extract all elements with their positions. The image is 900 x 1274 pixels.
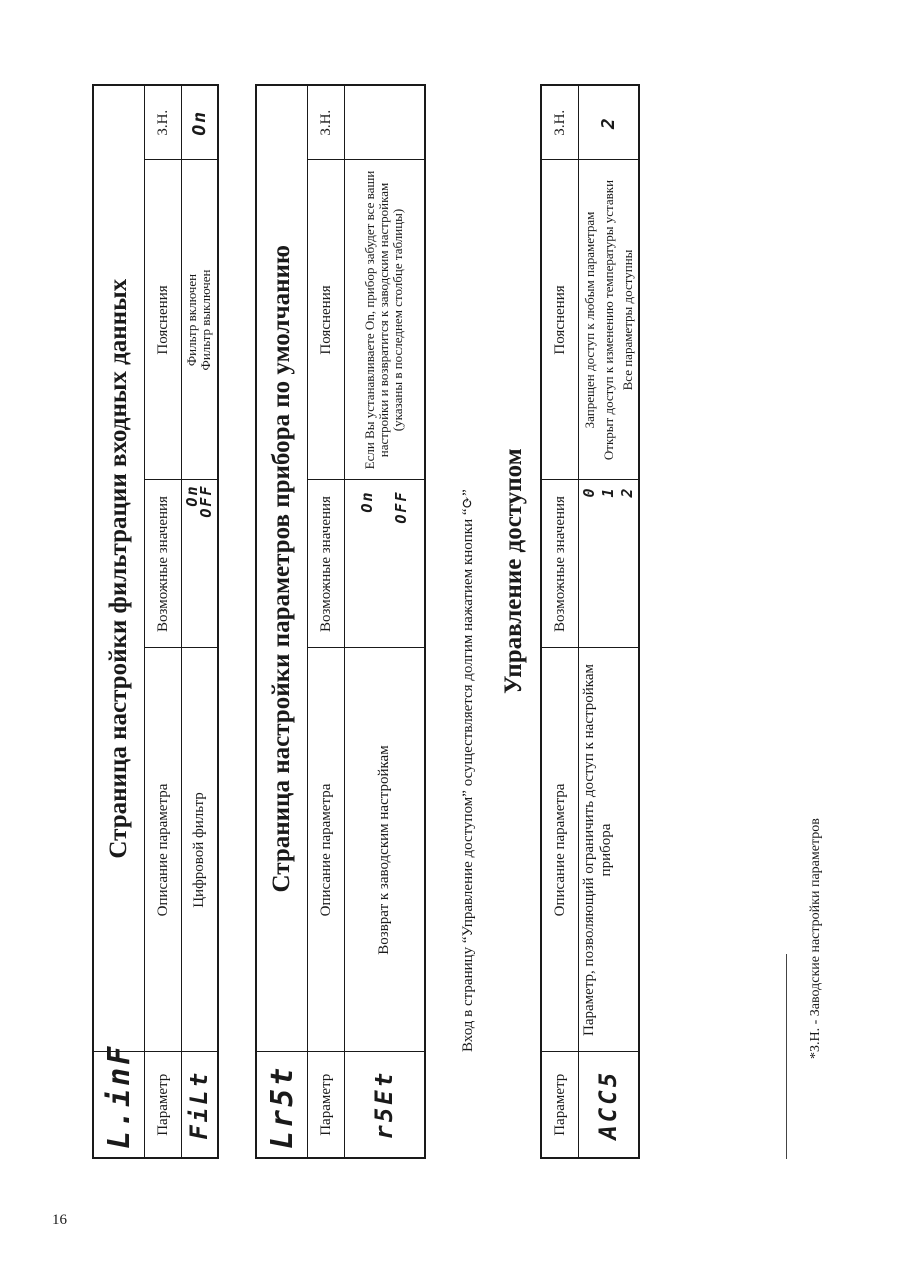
filter-settings-table <box>92 84 219 1159</box>
header-param: Параметр <box>541 1052 579 1158</box>
table-title: Страница настройки параметров прибора по умолчанию <box>256 85 308 1052</box>
page-code: L.inF <box>93 1052 145 1158</box>
header-param: Параметр <box>145 1052 182 1158</box>
table-title: Страница настройки фильтрации входных данных <box>93 85 145 1052</box>
value-off: OFF <box>392 490 411 524</box>
possible-values <box>182 480 218 648</box>
value-2: 2 <box>617 486 636 498</box>
access-control-title: Управление доступом <box>500 448 527 694</box>
factory-value: On <box>182 85 218 160</box>
access-entry-note: Вход в страницу “Управление доступом” осуществляется долгим нажатием кнопки “⟳” <box>460 489 476 1052</box>
param-code: ACC5 <box>579 1052 639 1158</box>
notes <box>182 160 218 480</box>
header-desc: Описание параметра <box>308 648 345 1052</box>
footnote: *З.Н. - Заводские настройки параметров <box>808 818 823 1059</box>
note-2: Все параметры доступны <box>619 249 635 391</box>
default-settings-table <box>255 84 426 1159</box>
header-factory: З.Н. <box>541 85 579 160</box>
header-values: Возможные значения <box>145 480 182 648</box>
header-notes: Пояснения <box>145 160 182 480</box>
note-1: Открыт доступ к изменению температуры уставки <box>600 179 616 461</box>
header-factory: З.Н. <box>145 85 182 160</box>
param-desc: Возврат к заводским настройкам <box>345 648 425 1052</box>
param-code: r5Et <box>345 1052 425 1158</box>
value-on: On <box>358 490 377 513</box>
value-off: OFF <box>197 484 216 518</box>
header-desc: Описание параметра <box>541 648 579 1052</box>
param-desc: Параметр, позволяющий ограничить доступ к настройкам прибора <box>579 648 639 1052</box>
header-param: Параметр <box>308 1052 345 1158</box>
note-on: Фильтр включен <box>184 273 200 367</box>
possible-values <box>345 480 425 648</box>
footnote-rule <box>786 954 787 1159</box>
header-desc: Описание параметра <box>145 648 182 1052</box>
page-number: 16 <box>52 1212 67 1228</box>
factory-value <box>345 85 425 160</box>
factory-value: 2 <box>579 85 639 160</box>
header-notes: Пояснения <box>541 160 579 480</box>
notes: Если Вы устанавливаете On, прибор забудет все ваши настройки и возвратится к заводским настройкам (указаны в последнем столбце таблицы) <box>345 160 425 480</box>
param-code: FiLt <box>182 1052 218 1158</box>
possible-values <box>579 480 639 648</box>
value-1: 1 <box>598 486 617 498</box>
access-control-table <box>540 84 640 1159</box>
note-0: Запрещен доступ к любым параметрам <box>581 211 597 429</box>
note-off: Фильтр выключен <box>198 269 214 371</box>
header-values: Возможные значения <box>308 480 345 648</box>
value-on: On <box>183 484 202 507</box>
page-code: Lr5t <box>256 1052 308 1158</box>
header-values: Возможные значения <box>541 480 579 648</box>
header-factory: З.Н. <box>308 85 345 160</box>
header-notes: Пояснения <box>308 160 345 480</box>
param-desc: Цифровой фильтр <box>182 648 218 1052</box>
notes <box>579 160 639 480</box>
value-0: 0 <box>579 486 598 498</box>
